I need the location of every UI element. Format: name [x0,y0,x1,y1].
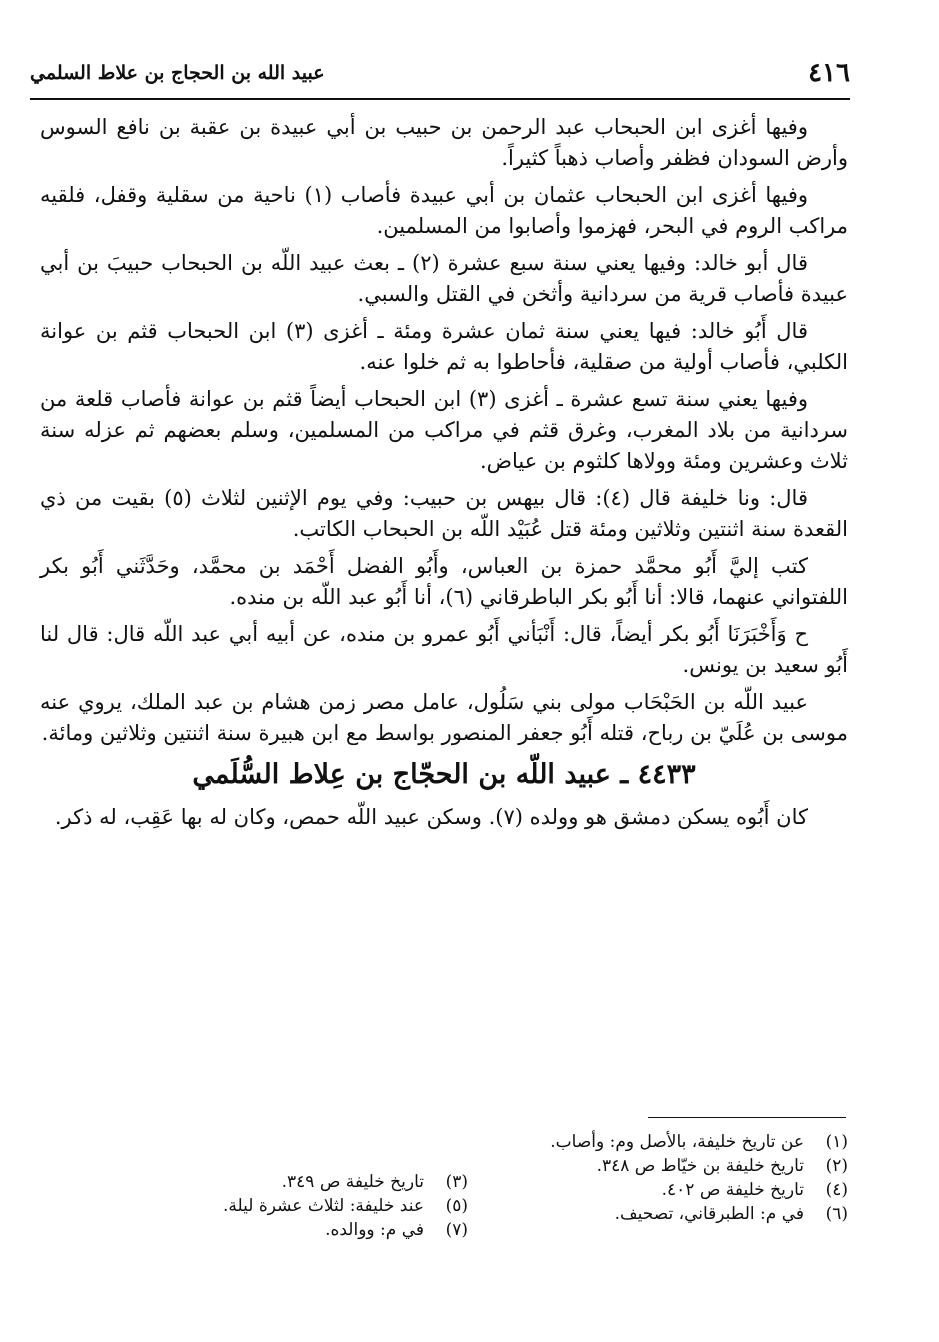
footnote-number: (١) [825,1132,848,1152]
body-text [40,112,848,839]
footnote-number: (٥) [445,1196,468,1216]
footnote [448,1154,848,1178]
footnote [448,1130,848,1154]
paragraph: وفيها أغزى ابن الحبحاب عبد الرحمن بن حبيب بن أبي عبيدة بن عقبة بن نافع السوس وأرض السودان فظفر وأصاب ذهباً كثيراً. [40,115,848,170]
footnote [68,1218,468,1242]
footnote [448,1202,848,1226]
footnote-text: عن تاريخ خليفة، بالأصل وم: وأصاب. [550,1132,804,1152]
footnote-number: (٣) [445,1172,468,1192]
footnote-number: (٦) [825,1204,848,1224]
paragraph: وفيها أغزى ابن الحبحاب عثمان بن أبي عبيدة فأصاب (١) ناحية من سقلية وقفل، فلقيه مراكب الروم في البحر، فهزموا وأصابوا من المسلمين. [40,183,848,238]
footnote-number: (٢) [825,1156,848,1176]
entry-paragraph: كان أَبُوه يسكن دمشق هو وولده (٧). وسكن عبيد اللّه حمص، وكان له بها عَقِب، له ذكر. [54,805,808,829]
paragraph: ح وَأَخْبَرَنَا أَبُو بكر أيضاً، قال: أَنْبَأني أَبُو عمرو بن منده، عن أبيه أبي عبد اللّه قال: قال لنا أَبُو سعيد بن يونس. [40,622,848,677]
footnote [448,1178,848,1202]
footnote-number: (٤) [825,1180,848,1200]
footnote-divider [648,1117,846,1118]
footnote-text: عند خليفة: لثلاث عشرة ليلة. [222,1196,424,1216]
running-title: عبيد الله بن الحجاج بن علاط السلمي [30,62,325,84]
footnote-text: تاريخ خليفة بن خيّاط ص ٣٤٨. [596,1156,804,1176]
footnote-text: تاريخ خليفة ص ٣٤٩. [281,1172,424,1192]
paragraph: عبيد اللّه بن الحَبْحَاب مولى بني سَلُول، عامل مصر زمن هشام بن عبد الملك، يروي عنه موسى بن عُلَيّ بن رباح، قتله أَبُو جعفر المنصور بواسط مع ابن هبيرة سنة اثنتين وثلاثين ومائة. [40,690,848,745]
footnote-text: في م: ووالده. [325,1220,424,1240]
paragraph: كتب إليَّ أَبُو محمَّد حمزة بن العباس، وأَبُو الفضل أَحْمَد بن محمَّد، وحَدَّثَني أَبُو بكر اللفتواني عنهما، قالا: أنا أَبُو بكر الباطرقاني (٦)، أنا أَبُو عبد اللّه بن منده. [40,554,848,609]
paragraph: قال أبو خالد: وفيها يعني سنة سبع عشرة (٢) ـ بعث عبيد اللّه بن الحبحاب حبيبَ بن أبي عبيدة فأصاب قرية من سردانية وأثخن في القتل والسبي. [40,251,848,306]
entry-title: ٤٤٣٣ ـ عبيد اللّه بن الحجّاج بن عِلاط السُّلَمي [192,759,696,790]
footnote [68,1170,468,1194]
paragraph: قال: ونا خليفة قال (٤): قال بيهس بن حبيب: وفي يوم الإثنين لثلاث (٥) بقيت من ذي القعدة سنة اثنتين وثلاثين ومئة قتل عُبَيْد اللّه بن الحبحاب الكاتب. [40,486,848,541]
footnote [68,1194,468,1218]
paragraph: قال أَبُو خالد: فيها يعني سنة ثمان عشرة ومئة ـ أغزى (٣) ابن الحبحاب قثم بن عوانة الكلبي، فأصاب أولية من صقلية، فأحاطوا به ثم خلوا عنه. [40,319,848,374]
footnote-text: في م: الطبرقاني، تصحيف. [614,1204,804,1224]
footnotes-left-column [68,1170,468,1242]
page-header [30,58,850,100]
page-number: ٤١٦ [808,58,850,88]
footnote-text: تاريخ خليفة ص ٤٠٢. [661,1180,804,1200]
footnotes-right-column [448,1130,848,1226]
paragraph: وفيها يعني سنة تسع عشرة ـ أغزى (٣) ابن الحبحاب أيضاً قثم بن عوانة فأصاب قلعة من سردانية من بلاد المغرب، وغرق قثم في مراكب من المسلمين، وسلم بعضهم ثم عزله سنة ثلاث وعشرين ومئة وولاها كلثوم بن عياض. [40,387,848,473]
footnote-number: (٧) [445,1220,468,1240]
